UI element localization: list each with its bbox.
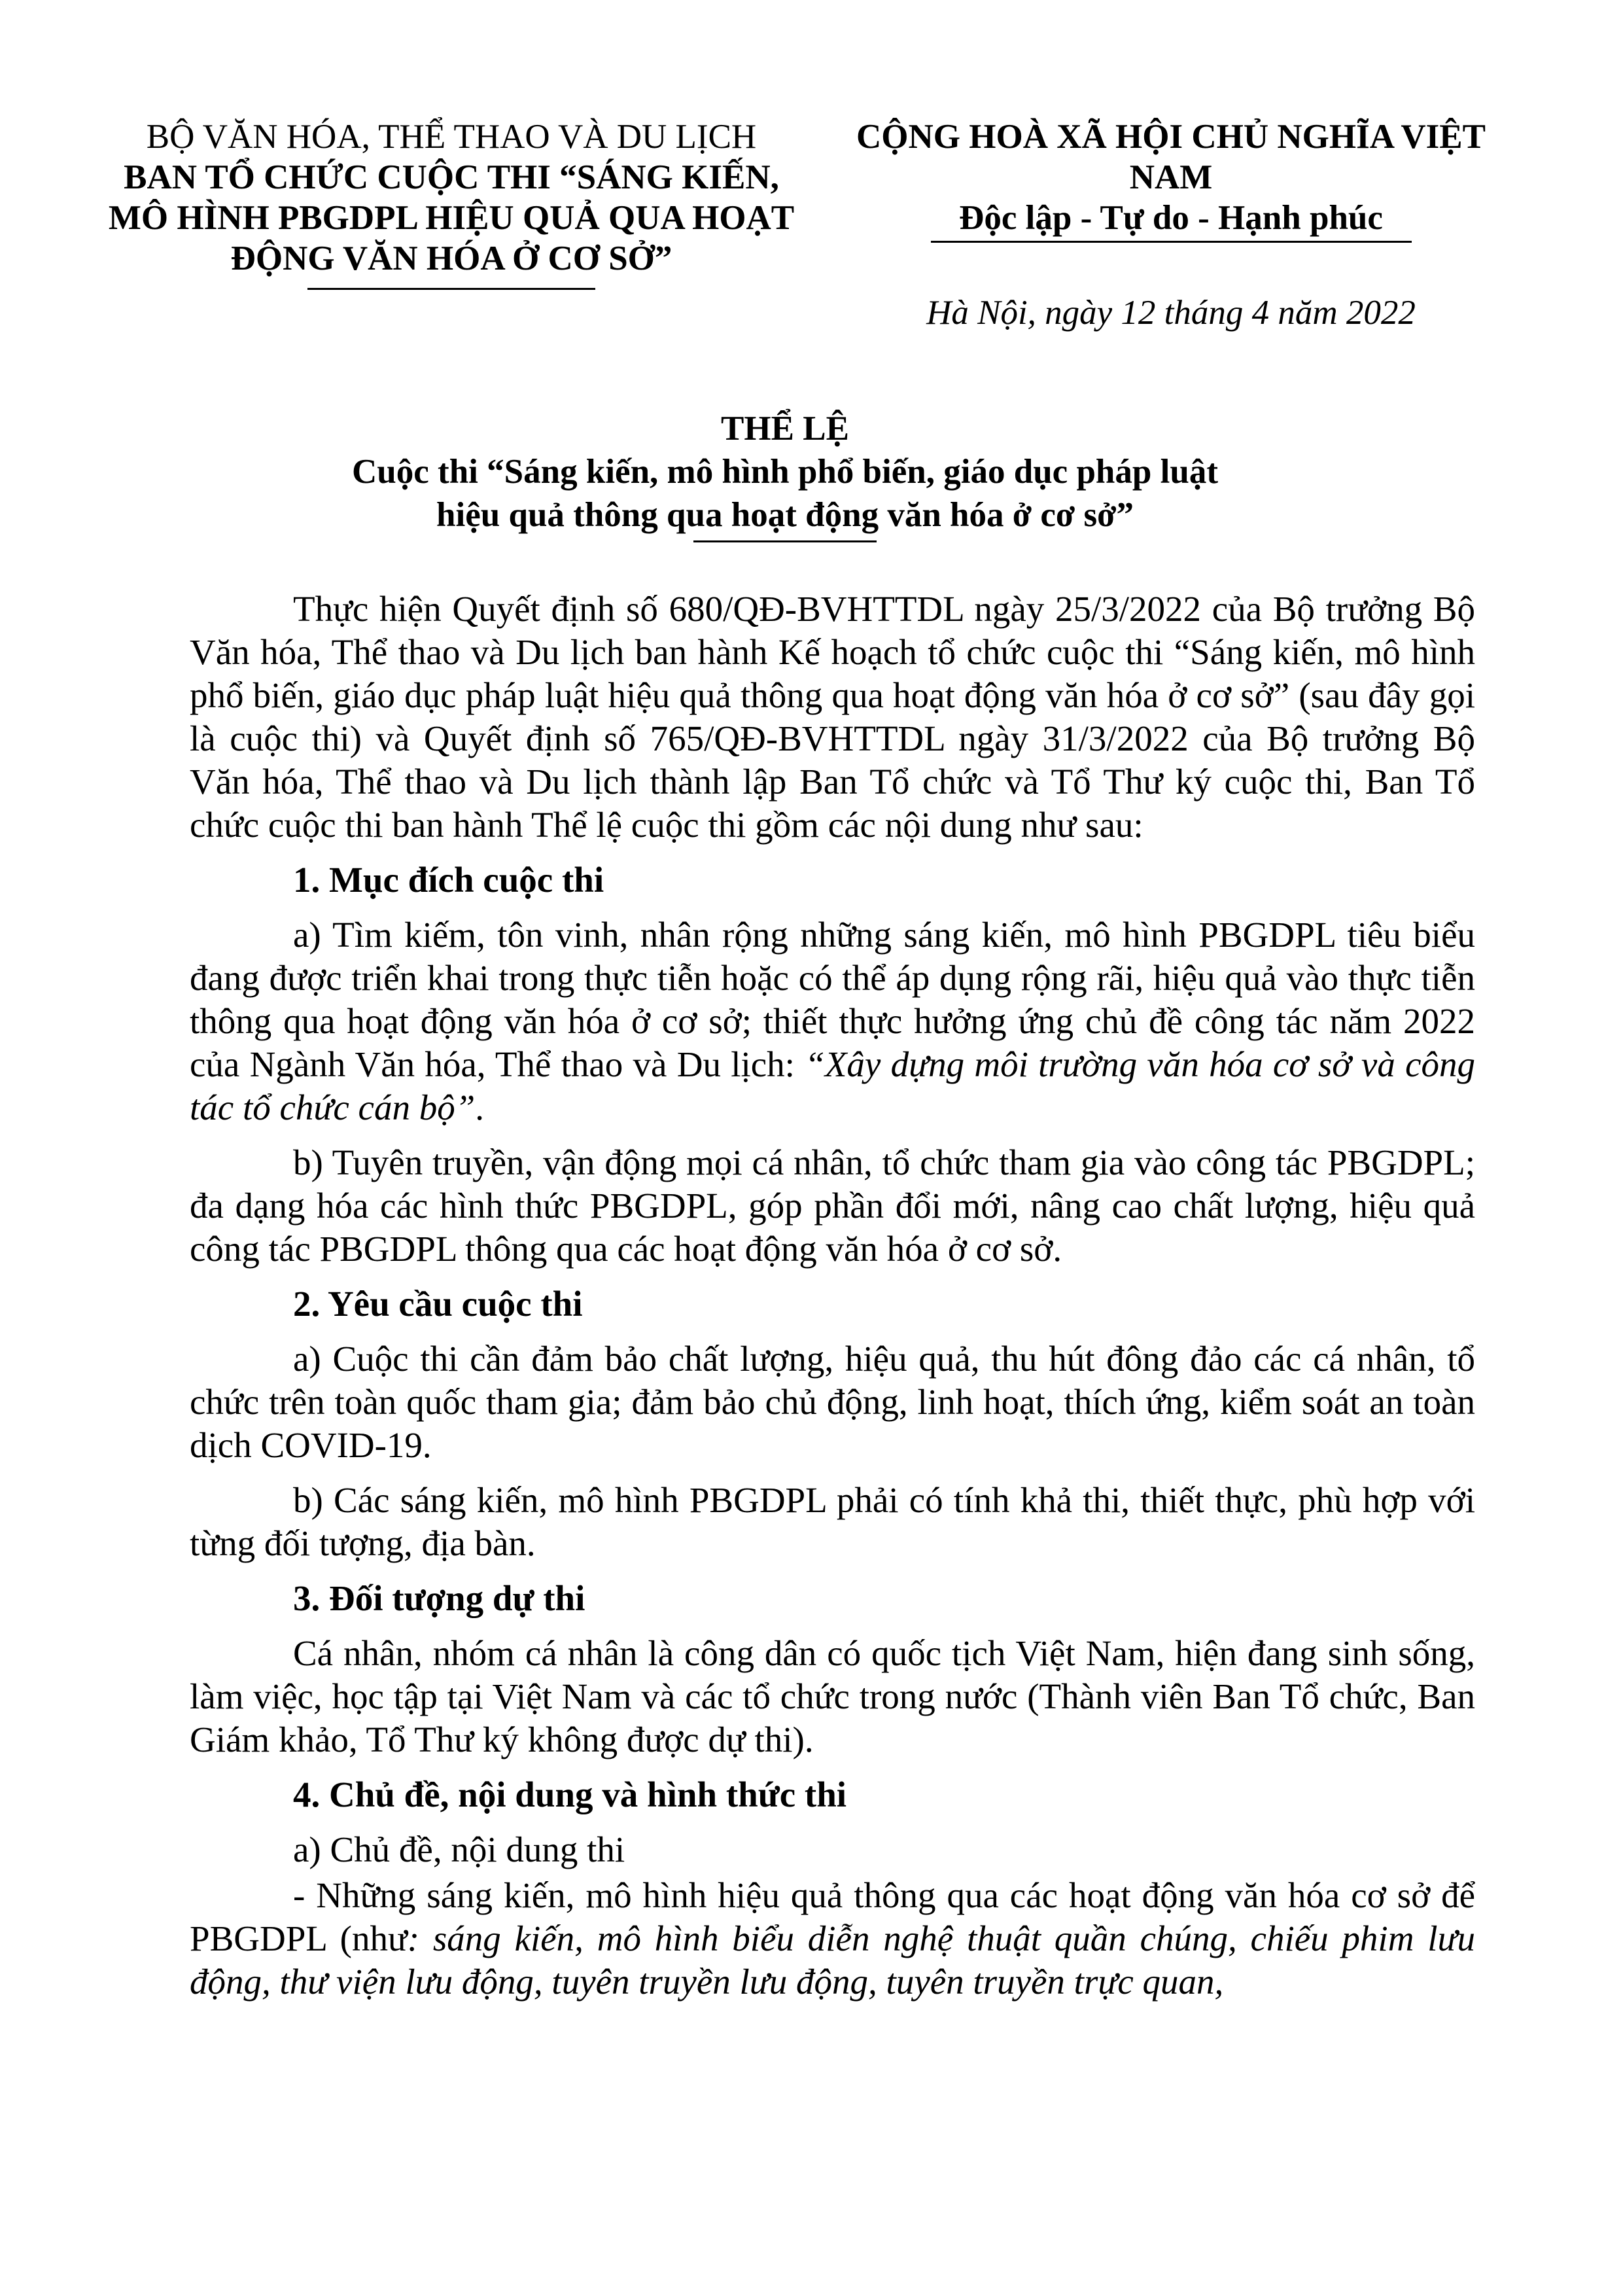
section-1-item-a-quote: “Xây dựng môi trường văn hóa cơ sở và công tác tổ chức cán bộ” [190, 1044, 1475, 1127]
section-1-item-a-text: a) Tìm kiếm, tôn vinh, nhân rộng những sáng kiến, mô hình PBGDPL tiêu biểu đang được triển khai trong thực tiễn hoặc có thể áp dụng rộng rãi, hiệu quả vào thực tiễn thông qua hoạt động văn hóa ở cơ sở; thiết thực hưởng ứng chủ đề công tác năm 2022 của Ngành Văn hóa, Thể thao và Du lịch: [190, 915, 1475, 1084]
section-2-heading: 2. Yêu cầu cuộc thi [293, 1284, 583, 1324]
national-header [811, 116, 1531, 333]
title-underline [693, 540, 877, 542]
title-line-2: hiệu quả thông qua hoạt động văn hóa ở cơ sở” [436, 496, 1134, 534]
organizing-committee-line-2: MÔ HÌNH PBGDPL HIỆU QUẢ QUA HOẠT [108, 199, 795, 237]
section-3-text: Cá nhân, nhóm cá nhân là công dân có quốc tịch Việt Nam, hiện đang sinh sống, làm việc, học tập tại Việt Nam và các tổ chức trong nước (Thành viên Ban Tổ chức, Ban Giám khảo, Tổ Thư ký không được dự thi). [190, 1633, 1475, 1759]
section-1-item-a [190, 913, 1475, 1129]
title-line-1: Cuộc thi “Sáng kiến, mô hình phổ biến, giáo dục pháp luật [352, 453, 1218, 491]
section-4-bullet [190, 1874, 1475, 2004]
section-1-heading: 1. Mục đích cuộc thi [293, 860, 604, 900]
section-4-bullet-text: - Những sáng kiến, mô hình hiệu quả thông qua các hoạt động văn hóa cơ sở để PBGDPL (như [190, 1875, 1475, 1958]
section-4-heading: 4. Chủ đề, nội dung và hình thức thi [293, 1775, 847, 1814]
section-2-item-a: a) Cuộc thi cần đảm bảo chất lượng, hiệu quả, thu hút đông đảo các cá nhân, tổ chức trên toàn quốc tham gia; đảm bảo chủ động, linh hoạt, thích ứng, kiểm soát an toàn dịch COVID-19. [190, 1339, 1475, 1465]
motto-underline [931, 241, 1412, 243]
intro-paragraph: Thực hiện Quyết định số 680/QĐ-BVHTTDL ngày 25/3/2022 của Bộ trưởng Bộ Văn hóa, Thể thao và Du lịch ban hành Kế hoạch tổ chức cuộc thi “Sáng kiến, mô hình phổ biến, giáo dục pháp luật hiệu quả thông qua hoạt động văn hóa ở cơ sở” (sau đây gọi là cuộc thi) và Quyết định số 765/QĐ-BVHTTDL ngày 31/3/2022 của Bộ trưởng Bộ Văn hóa, Thể thao và Du lịch thành lập Ban Tổ chức và Tổ Thư ký cuộc thi, Ban Tổ chức cuộc thi ban hành Thể lệ cuộc thi gồm các nội dung như sau: [190, 589, 1475, 845]
document-body [190, 588, 1475, 2015]
issuer-header [105, 116, 798, 290]
national-motto: Độc lập - Tự do - Hạnh phúc [959, 199, 1383, 237]
issuer-underline [307, 288, 595, 290]
title-main: THỂ LỆ [721, 410, 849, 448]
section-4-bullet-italic: : sáng kiến, mô hình biểu diễn nghệ thuật quần chúng, chiếu phim lưu động, thư viện lưu động, tuyên truyền lưu động, tuyên truyền trực quan, [190, 1918, 1475, 2002]
issue-date: Hà Nội, ngày 12 tháng 4 năm 2022 [926, 294, 1416, 332]
section-1-item-a-end: . [475, 1087, 485, 1127]
section-4-item-a: a) Chủ đề, nội dung thi [293, 1829, 625, 1869]
ministry-name: BỘ VĂN HÓA, THỂ THAO VÀ DU LỊCH [146, 118, 757, 156]
nation-title: CỘNG HOÀ XÃ HỘI CHỦ NGHĨA VIỆT NAM [856, 118, 1486, 196]
organizing-committee-line-3: ĐỘNG VĂN HÓA Ở CƠ SỞ” [230, 239, 672, 277]
section-2-item-b: b) Các sáng kiến, mô hình PBGDPL phải có tính khả thi, thiết thực, phù hợp với từng đối tượng, địa bàn. [190, 1480, 1475, 1563]
organizing-committee-line-1: BAN TỔ CHỨC CUỘC THI “SÁNG KIẾN, [124, 158, 779, 196]
document-title [157, 407, 1413, 542]
section-1-item-b: b) Tuyên truyền, vận động mọi cá nhân, tổ chức tham gia vào công tác PBGDPL; đa dạng hóa các hình thức PBGDPL, góp phần đổi mới, nâng cao chất lượng, hiệu quả công tác PBGDPL thông qua các hoạt động văn hóa ở cơ sở. [190, 1142, 1475, 1269]
section-3-heading: 3. Đối tượng dự thi [293, 1578, 585, 1618]
